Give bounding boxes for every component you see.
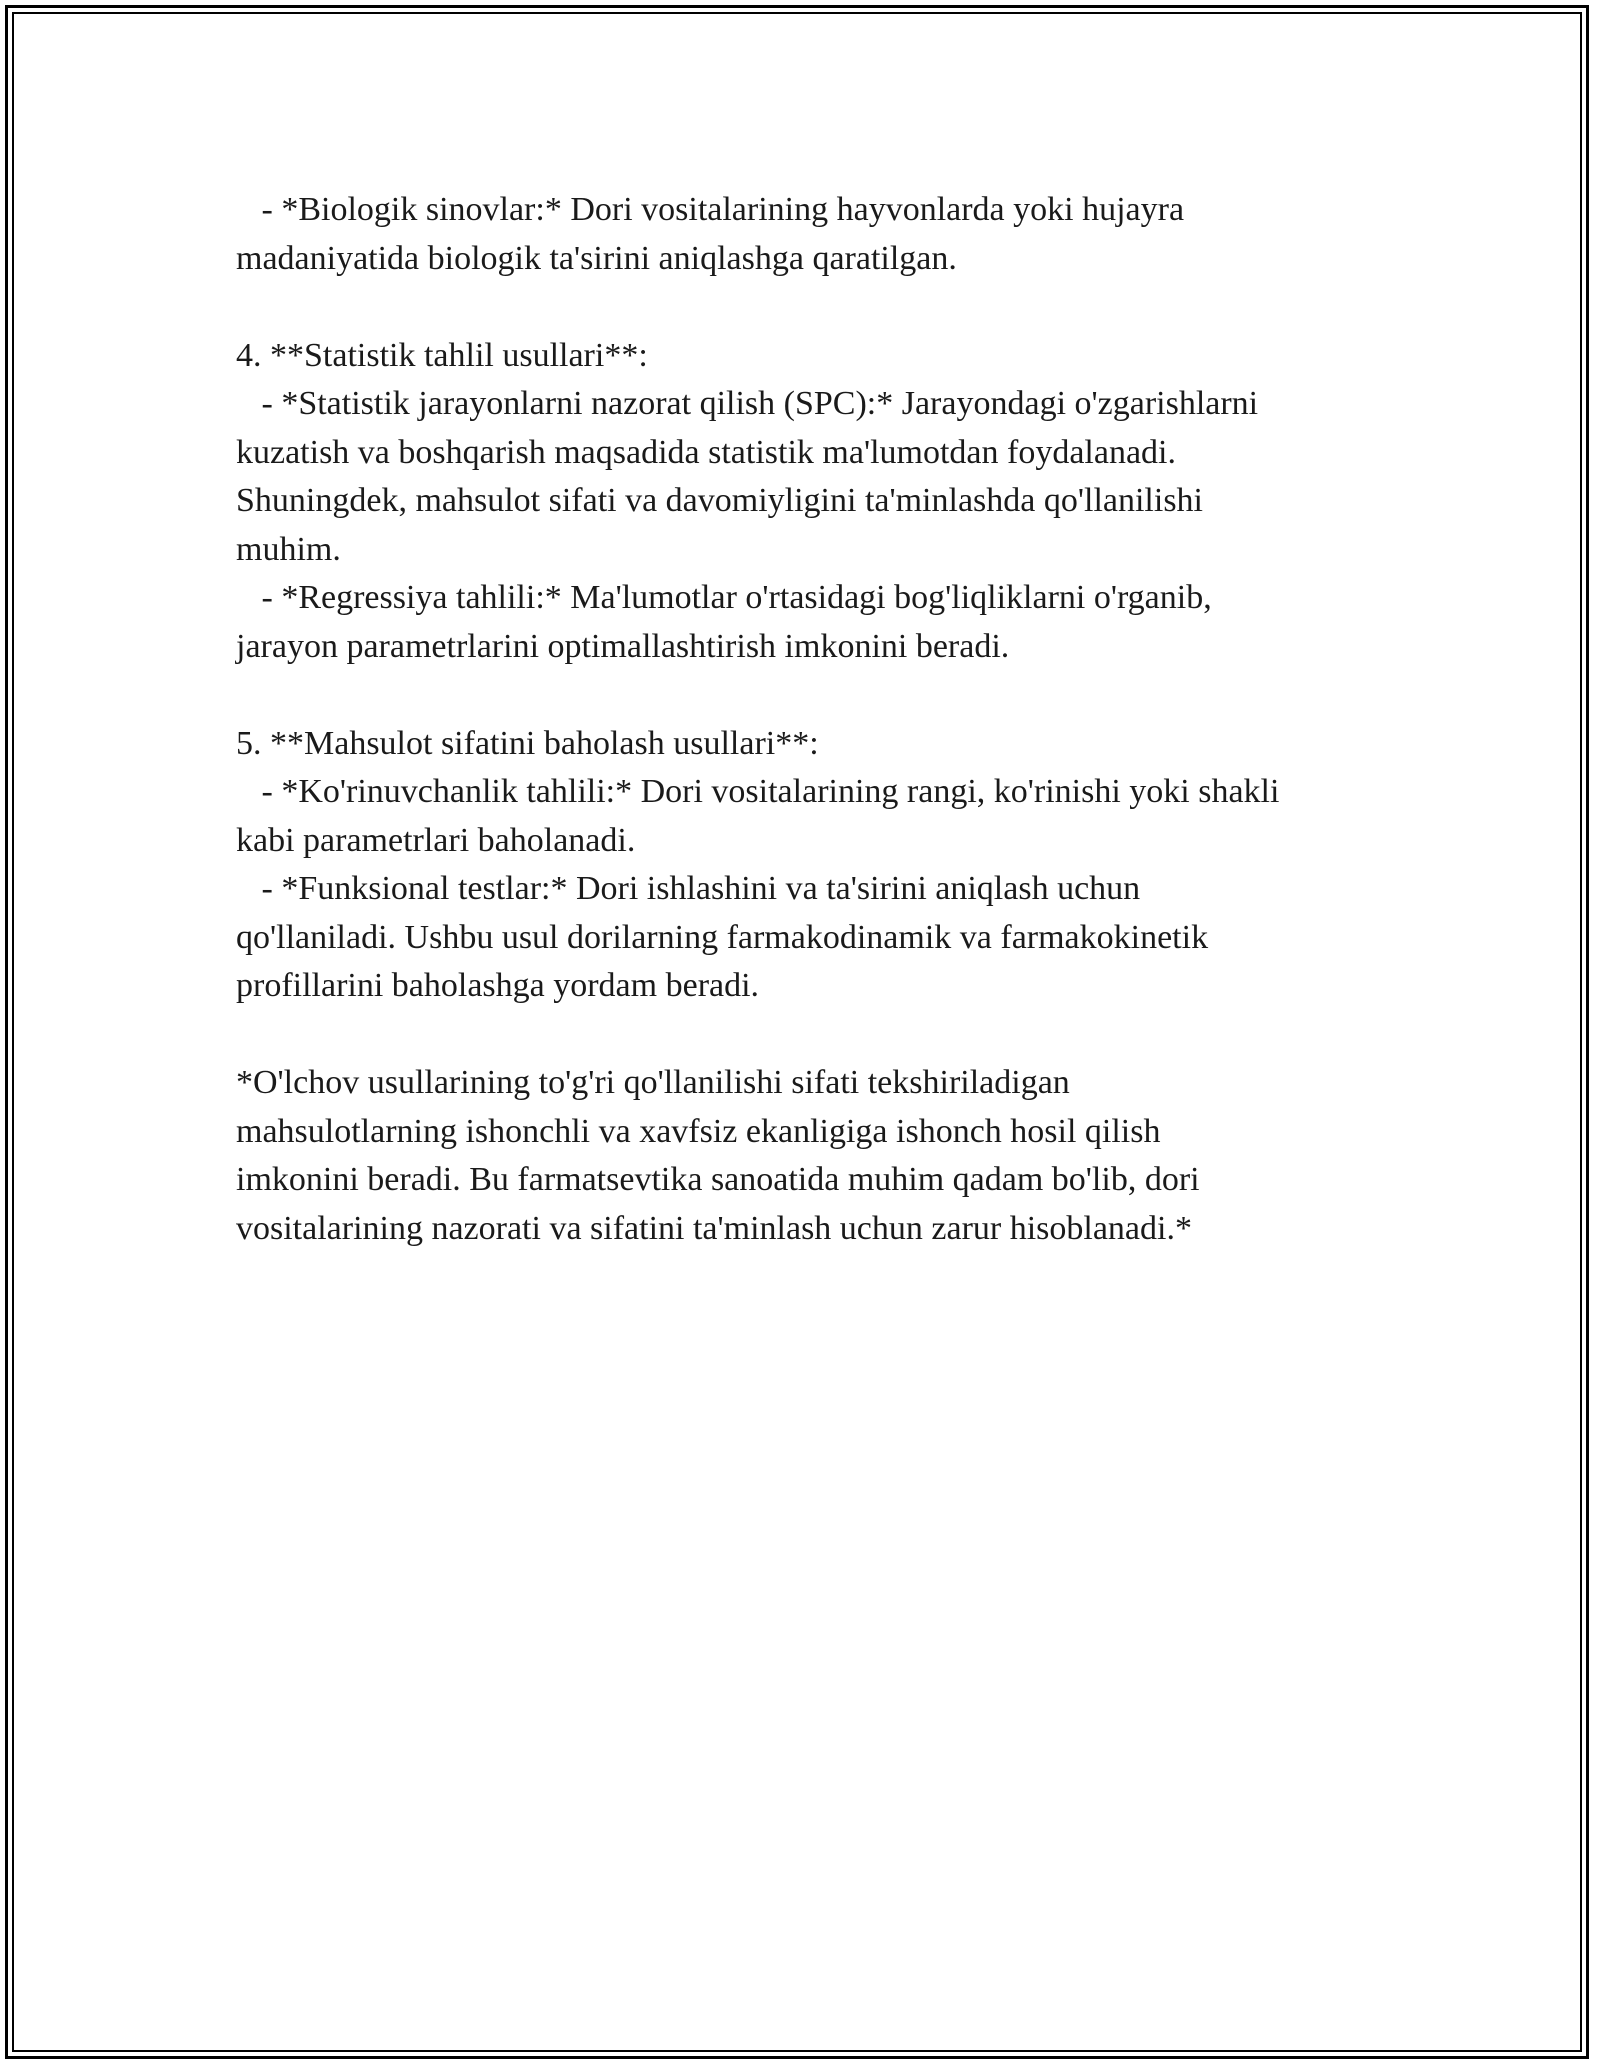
text-line: - *Ko'rinuvchanlik tahlili:* Dori vositalarining rangi, ko'rinishi yoki shakli [236,773,1280,810]
section-heading: 4. **Statistik tahlil usullari**: [236,336,648,374]
text-line: muhim. [236,530,341,568]
text-line: profillarini baholashga yordam beradi. [236,967,760,1004]
text-line: jarayon parametrlarini optimallashtirish imkonini beradi. [236,627,1010,665]
text-line: imkonini beradi. Bu farmatsevtika sanoatida muhim qadam bo'lib, dori [236,1161,1200,1198]
section-heading: 5. **Mahsulot sifatini baholash usullari**: [236,724,819,762]
text-line: - *Statistik jarayonlarni nazorat qilish (SPC):* Jarayondagi o'zgarishlarni [236,385,1259,422]
text-line: Shuningdek, mahsulot sifati va davomiyligini ta'minlashda qo'llanilishi [236,482,1203,519]
blank-line [236,1011,1386,1060]
blank-line [236,283,1386,332]
text-line: madaniyatida biologik ta'sirini aniqlashga qaratilgan. [236,239,957,277]
document-text [236,186,1386,1253]
text-line: qo'llaniladi. Ushbu usul dorilarning farmakodinamik va farmakokinetik [236,918,1209,956]
text-line: vositalarining nazorati va sifatini ta'minlash uchun zarur hisoblanadi.* [236,1209,1192,1247]
blank-line [236,671,1386,720]
text-line: *O'lchov usullarining to'g'ri qo'llanilishi sifati tekshiriladigan [236,1064,1070,1101]
text-line: kabi parametrlari baholanadi. [236,821,636,859]
text-line: kuzatish va boshqarish maqsadida statistik ma'lumotdan foydalanadi. [236,433,1176,471]
text-line: - *Funksional testlar:* Dori ishlashini va ta'sirini aniqlash uchun [236,870,1141,907]
text-line: - *Biologik sinovlar:* Dori vositalarining hayvonlarda yoki hujayra [236,191,1185,228]
text-line: mahsulotlarning ishonchli va xavfsiz ekanligiga ishonch hosil qilish [236,1112,1161,1150]
text-line: - *Regressiya tahlili:* Ma'lumotlar o'rtasidagi bog'liqliklarni o'rganib, [236,579,1212,616]
